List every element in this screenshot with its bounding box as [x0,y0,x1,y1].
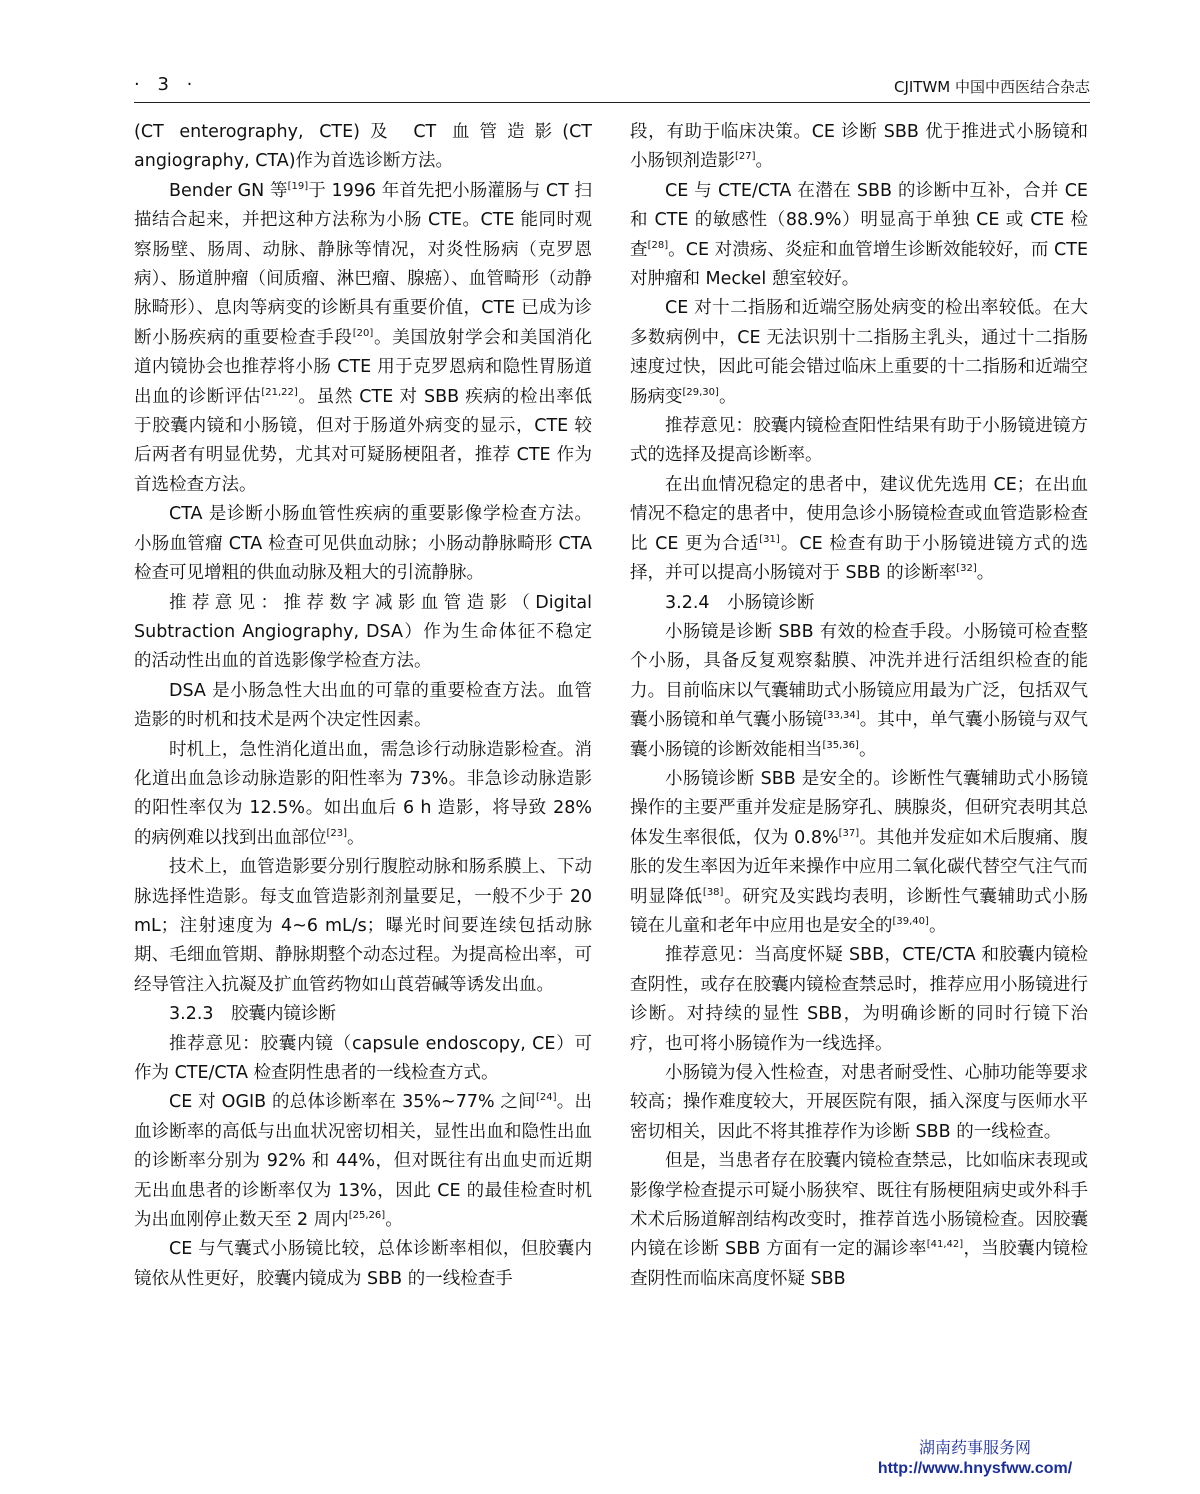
citation-ref: [37] [838,827,860,839]
citation-ref: [32] [956,563,977,575]
citation-ref: [27] [735,151,756,163]
paragraph: 推荐意见：当高度怀疑 SBB，CTE/CTA 和胶囊内镜检查阴性，或存在胶囊内镜检查禁忌时，推荐应用小肠镜进行诊断。对持续的显性 SBB，为明确诊断的同时行镜下治疗，也可将小肠镜作为一线选择。 [630,945,1088,1054]
citation-ref: [28] [647,239,669,251]
section-heading: 3.2.3 胶囊内镜诊断 [169,1004,337,1025]
paragraph: CE 对十二指肠和近端空肠处病变的检出率较低。在大多数病例中，CE 无法识别十二指肠主乳头，通过十二指肠速度过快，因此可能会错过临床上重要的十二指肠和近端空肠病变[29,30]。 [630,298,1088,407]
paragraph: 在出血情况稳定的患者中，建议优先选用 CE；在出血情况不稳定的患者中，使用急诊小肠镜检查或血管造影检查比 CE 更为合适[31]。CE 检查有助于小肠镜进镜方式的选择，并可以提高小肠镜对于 SBB 的诊断率[32]。 [630,474,1088,584]
right-column [630,118,1088,1294]
citation-ref: [21,22] [261,386,298,398]
citation-ref: [33,34] [823,710,860,722]
citation-ref: [23] [326,827,348,839]
paragraph: 时机上，急性消化道出血，需急诊行动脉造影检查。消化道出血急诊动脉造影的阳性率为 73%。非急诊动脉造影的阳性率仅为 12.5%。如出血后 6 h 造影，将导致 28% 的病例难以找到出血部位[23]。 [134,739,592,848]
journal-title: CJITWM 中国中西医结合杂志 [893,78,1090,96]
footer-url[interactable]: http://www.hnysfww.com/ [877,1460,1073,1477]
citation-ref: [29,30] [682,386,719,398]
paragraph: CTA 是诊断小肠血管性疾病的重要影像学检查方法。小肠血管瘤 CTA 检查可见供血动脉；小肠动静脉畸形 CTA 检查可见增粗的供血动脉及粗大的引流静脉。 [134,504,592,584]
left-column [134,118,592,1294]
header-rule [134,102,1090,103]
citation-ref: [41,42] [926,1239,964,1251]
paragraph: Bender GN 等[19]于 1996 年首先把小肠灌肠与 CT 扫描结合起来，并把这种方法称为小肠 CTE。CTE 能同时观察肠壁、肠周、动脉、静脉等情况，对炎性肠病（克罗恩病）、肠道肿瘤（间质瘤、淋巴瘤、腺癌）、血管畸形（动静脉畸形）、息肉等病变的诊断具有重要价值，CTE 已成为诊断小肠疾病的重要检查手段[20]。美国放射学会和美国消化道内镜协会也推荐将小肠 CTE 用于克罗恩病和隐性胃肠道出血的诊断评估[21,22]。虽然 CTE 对 SBB 疾病的检出率低于胶囊内镜和小肠镜，但对于肠道外病变的显示，CTE 较后两者有明显优势，尤其对可疑肠梗阻者，推荐 CTE 作为首选检查方法。 [134,180,592,495]
paragraph: 推荐意见：推荐数字减影血管造影（Digital Subtraction Angiography, DSA）作为生命体征不稳定的活动性出血的首选影像学检查方法。 [134,592,592,672]
citation-ref: [35,36] [822,739,859,751]
citation-ref: [38] [702,886,724,898]
paragraph: 推荐意见：胶囊内镜检查阳性结果有助于小肠镜进镜方式的选择及提高诊断率。 [630,416,1088,466]
paragraph: 小肠镜是诊断 SBB 有效的检查手段。小肠镜可检查整个小肠，具备反复观察黏膜、冲洗并进行活组织检查的能力。目前临床以气囊辅助式小肠镜应用最为广泛，包括双气囊小肠镜和单气囊小肠镜[33,34]。其中，单气囊小肠镜与双气囊小肠镜的诊断效能相当[35,36]。 [630,621,1089,760]
citation-ref: [25,26] [348,1210,386,1222]
paragraph: CE 与 CTE/CTA 在潜在 SBB 的诊断中互补，合并 CE 和 CTE 的敏感性（88.9%）明显高于单独 CE 或 CTE 检查[28]。CE 对溃疡、炎症和血管增生诊断效能较好，而 CTE 对肿瘤和 Meckel 憩室较好。 [630,180,1089,290]
page-number: · 3 · [134,74,199,95]
paragraph: 推荐意见：胶囊内镜（capsule endoscopy, CE）可作为 CTE/CTA 检查阴性患者的一线检查方式。 [134,1033,592,1083]
paragraph: 技术上，血管造影要分别行腹腔动脉和肠系膜上、下动脉选择性造影。每支血管造影剂剂量要足，一般不少于 20 mL；注射速度为 4~6 mL/s；曝光时间要连续包括动脉期、毛细血管期、静脉期整个动态过程。为提高检出率，可经导管注入抗凝及扩血管药物如山莨菪碱等诱发出血。 [134,857,592,995]
paragraph: (CT enterography, CTE)及 CT 血管造影(CT angiography, CTA)作为首选诊断方法。 [134,122,592,172]
paragraph: 小肠镜诊断 SBB 是安全的。诊断性气囊辅助式小肠镜操作的主要严重并发症是肠穿孔、胰腺炎，但研究表明其总体发生率很低，仅为 0.8%[37]。其他并发症如术后腹痛、腹胀的发生率因为近年来操作中应用二氧化碳代替空气注气而明显降低[38]。研究及实践均表明，诊断性气囊辅助式小肠镜在儿童和老年中应用也是安全的[39,40]。 [630,768,1089,936]
citation-ref: [31] [759,533,780,545]
citation-ref: [19] [287,180,309,192]
citation-ref: [39,40] [892,915,929,927]
paragraph: CE 与气囊式小肠镜比较，总体诊断率相似，但胶囊内镜依从性更好，胶囊内镜成为 SBB 的一线检查手 [134,1239,592,1289]
citation-ref: [20] [352,327,374,339]
citation-ref: [24] [535,1092,557,1104]
page-header [134,62,1090,102]
paragraph: 但是，当患者存在胶囊内镜检查禁忌，比如临床表现或影像学检查提示可疑小肠狭窄、既往有肠梗阻病史或外科手术术后肠道解剖结构改变时，推荐首选小肠镜检查。因胶囊内镜在诊断 SBB 方面有一定的漏诊率[41,42]，当胶囊内镜检查阴性而临床高度怀疑 SBB [630,1151,1089,1289]
footer-watermark [820,1438,1130,1480]
paragraph: CE 对 OGIB 的总体诊断率在 35%~77% 之间[24]。出血诊断率的高低与出血状况密切相关，显性出血和隐性出血的诊断率分别为 92% 和 44%，但对既往有出血史而近期无出血患者的诊断率仅为 13%，因此 CE 的最佳检查时机为出血刚停止数天至 2 周内[25,26]。 [134,1092,592,1231]
section-heading: 3.2.4 小肠镜诊断 [665,592,815,613]
paragraph: DSA 是小肠急性大出血的可靠的重要检查方法。血管造影的时机和技术是两个决定性因素。 [134,680,592,731]
paragraph: 小肠镜为侵入性检查，对患者耐受性、心肺功能等要求较高；操作难度较大，开展医院有限，插入深度与医师水平密切相关，因此不将其推荐作为诊断 SBB 的一线检查。 [630,1063,1088,1142]
footer-site-name: 湖南药事服务网 [918,1438,1031,1457]
paragraph: 段，有助于临床决策。CE 诊断 SBB 优于推进式小肠镜和小肠钡剂造影[27]。 [630,122,1088,172]
